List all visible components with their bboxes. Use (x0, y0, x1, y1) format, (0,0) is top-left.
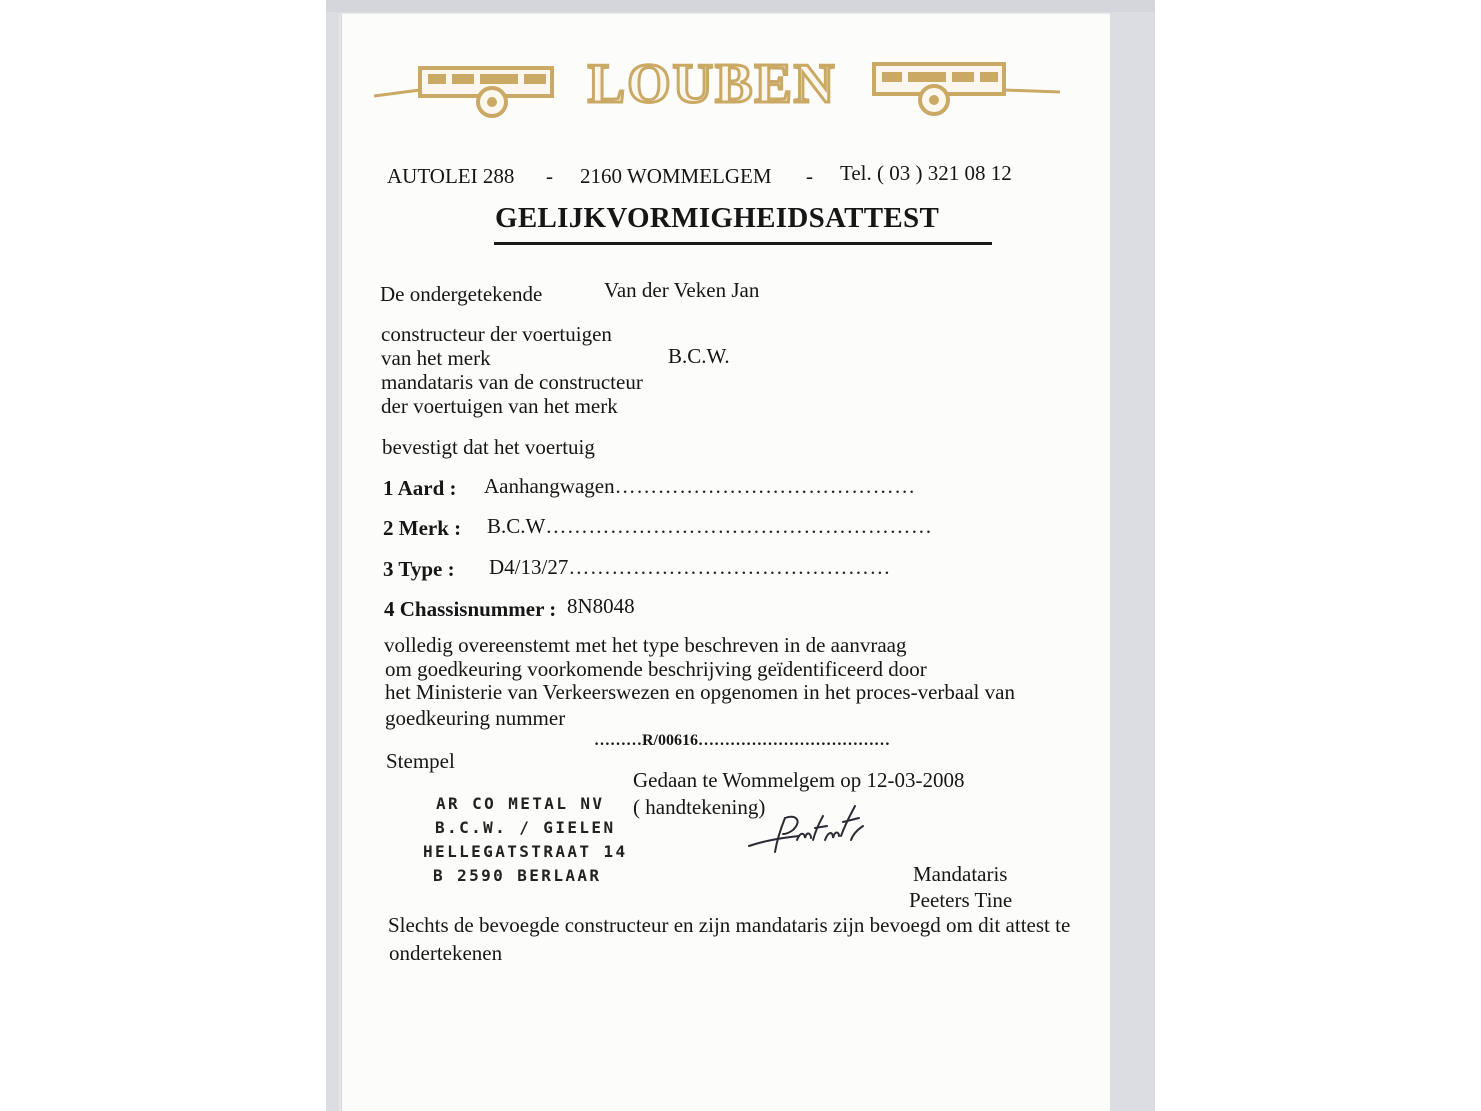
undersigned-name: Van der Veken Jan (604, 278, 760, 302)
field-value-type (489, 555, 891, 580)
undersigned-label: De ondergetekende (380, 282, 543, 306)
title-underline (494, 242, 992, 245)
signer-name: Peeters Tine (909, 888, 1013, 912)
address-city: 2160 WOMMELGEM (580, 164, 772, 188)
paragraph-line: volledig overeenstemt met het type beschreven in de aanvraag (384, 633, 907, 657)
address-phone: Tel. ( 03 ) 321 08 12 (840, 161, 1012, 185)
field-value-merk (487, 514, 932, 539)
field-label-merk: 2 Merk : (383, 516, 462, 540)
brand-name: LOUBEN (587, 54, 837, 115)
signer-role: Mandataris (913, 862, 1008, 886)
field-value-chassis: 8N8048 (567, 594, 635, 618)
field-value-aard (484, 474, 916, 499)
brand-value: B.C.W. (668, 344, 730, 368)
confirms-text: bevestigt dat het voertuig (382, 435, 595, 459)
role-line: van het merk (381, 346, 491, 370)
paragraph-line: om goedkeuring voorkomende beschrijving geïdentificeerd door (385, 657, 927, 681)
field-label-type: 3 Type : (383, 557, 455, 581)
document-title: GELIJKVORMIGHEIDSATTEST (495, 202, 940, 234)
field-label-aard: 1 Aard : (383, 476, 457, 500)
stamp-line: HELLEGATSTRAAT 14 (423, 842, 628, 861)
stamp-line: B 2590 BERLAAR (433, 866, 602, 885)
footer-line: Slechts de bevoegde constructeur en zijn mandataris zijn bevoegd om dit attest te (388, 913, 1071, 937)
approval-number: ………R/00616……………………………… (594, 732, 890, 749)
stamp-label: Stempel (386, 749, 455, 773)
dotted-leader: …………………………………… (614, 474, 916, 498)
footer-line: ondertekenen (389, 941, 503, 965)
dotted-leader: ……………………………………………… (545, 514, 933, 538)
field-value-text: Aanhangwagen (484, 474, 615, 498)
role-line: mandataris van de constructeur (381, 370, 643, 394)
role-line: constructeur der voertuigen (381, 322, 612, 346)
field-value-text: D4/13/27 (489, 555, 569, 579)
paragraph-line: goedkeuring nummer (385, 706, 566, 730)
place-date: Gedaan te Wommelgem op 12-03-2008 (633, 768, 965, 792)
address-separator: - (546, 164, 553, 188)
signature-label: ( handtekening) (633, 795, 766, 819)
certificate-page (341, 14, 1110, 1111)
dotted-leader: ……………………………………… (568, 555, 891, 579)
field-value-text: B.C.W (487, 514, 546, 538)
paragraph-line: het Ministerie van Verkeerswezen en opgenomen in het proces-verbaal van (385, 680, 1015, 704)
stamp-line: B.C.W. / GIELEN (435, 818, 616, 837)
scan-top-edge (326, 0, 1155, 12)
handwritten-signature (747, 800, 877, 860)
field-label-chassis: 4 Chassisnummer : (384, 597, 557, 621)
address-separator: - (806, 164, 813, 188)
role-line: der voertuigen van het merk (381, 394, 618, 418)
address-street: AUTOLEI 288 (387, 164, 515, 188)
louben-logo (372, 54, 1062, 134)
stamp-line: AR CO METAL NV (436, 794, 605, 813)
